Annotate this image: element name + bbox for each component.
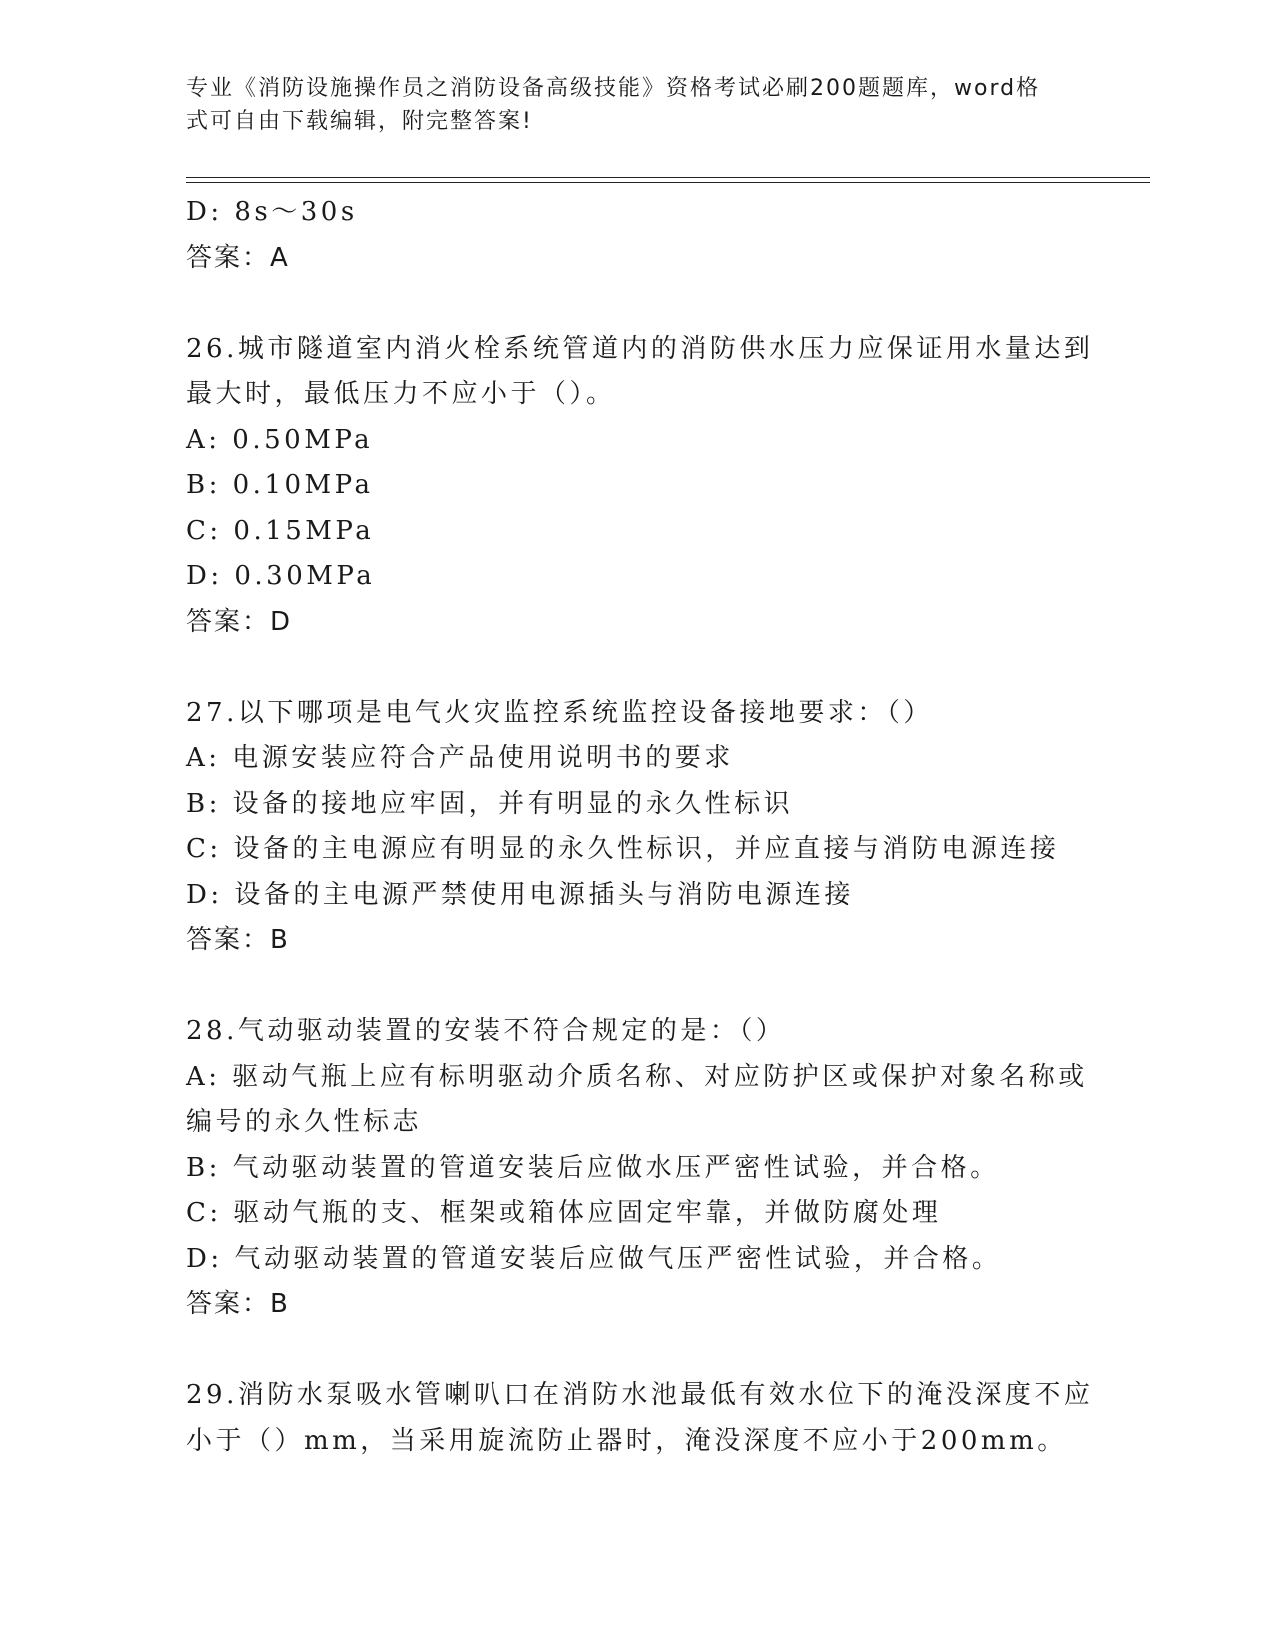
question-stem: 27.以下哪项是电气火灾监控系统监控设备接地要求：（） bbox=[186, 697, 933, 728]
option-c: C: 驱动气瓶的支、框架或箱体应固定牢靠，并做防腐处理 bbox=[186, 1198, 942, 1228]
question-stem: 29.消防水泵吸水管喇叭口在消防水池最低有效水位下的淹没深度不应 bbox=[186, 1380, 1094, 1410]
question-list bbox=[186, 190, 1094, 1464]
option-a: A: 驱动气瓶上应有标明驱动介质名称、对应防护区或保护对象名称或 bbox=[186, 1061, 1088, 1092]
option-b: B: 气动驱动装置的管道安装后应做水压严密性试验，并合格。 bbox=[186, 1152, 1000, 1183]
spacer bbox=[186, 645, 1086, 691]
option-c: C: 0.15MPa bbox=[186, 515, 375, 546]
spacer bbox=[186, 1328, 1086, 1374]
question-26 bbox=[186, 327, 1094, 646]
spacer bbox=[186, 964, 1086, 1010]
question-stem: 28.气动驱动装置的安装不符合规定的是：（） bbox=[186, 1016, 786, 1046]
question-27 bbox=[186, 691, 1086, 964]
question-stem-continued: 最大时，最低压力不应小于（）。 bbox=[186, 379, 616, 409]
option-b: B: 设备的接地应牢固，并有明显的永久性标识 bbox=[186, 788, 794, 819]
answer: 答案：B bbox=[186, 1289, 290, 1319]
question-stem: 26.城市隧道室内消火栓系统管道内的消防供水压力应保证用水量达到 bbox=[186, 333, 1094, 364]
answer: 答案：B bbox=[186, 925, 290, 955]
answer: 答案：D bbox=[186, 606, 293, 637]
previous-question-tail bbox=[186, 190, 1086, 281]
answer: 答案：A bbox=[186, 242, 290, 273]
option-d: D: 设备的主电源严禁使用电源插头与消防电源连接 bbox=[186, 879, 854, 910]
question-28 bbox=[186, 1009, 1086, 1328]
document-header bbox=[186, 72, 1066, 138]
header-line-1: 专业《消防设施操作员之消防设备高级技能》资格考试必刷200题题库，word格 bbox=[186, 76, 1041, 101]
option-c: C: 设备的主电源应有明显的永久性标识，并应直接与消防电源连接 bbox=[186, 834, 1060, 864]
question-29 bbox=[186, 1373, 1094, 1464]
option-d: D: 8s～30s bbox=[186, 197, 358, 227]
option-a: A: 电源安装应符合产品使用说明书的要求 bbox=[186, 743, 734, 773]
question-stem-continued: 小于（）mm，当采用旋流防止器时，淹没深度不应小于200mm。 bbox=[186, 1425, 1067, 1456]
option-a-continued: 编号的永久性标志 bbox=[186, 1107, 423, 1137]
header-divider-bottom bbox=[186, 182, 1150, 183]
header-divider-top bbox=[186, 177, 1150, 178]
option-a: A: 0.50MPa bbox=[186, 424, 374, 455]
option-d: D: 气动驱动装置的管道安装后应做气压严密性试验，并合格。 bbox=[186, 1243, 1002, 1274]
option-b: B: 0.10MPa bbox=[186, 470, 374, 500]
header-line-2: 式可自由下载编辑，附完整答案! bbox=[186, 109, 533, 134]
spacer bbox=[186, 281, 1086, 327]
option-d: D: 0.30MPa bbox=[186, 561, 376, 591]
